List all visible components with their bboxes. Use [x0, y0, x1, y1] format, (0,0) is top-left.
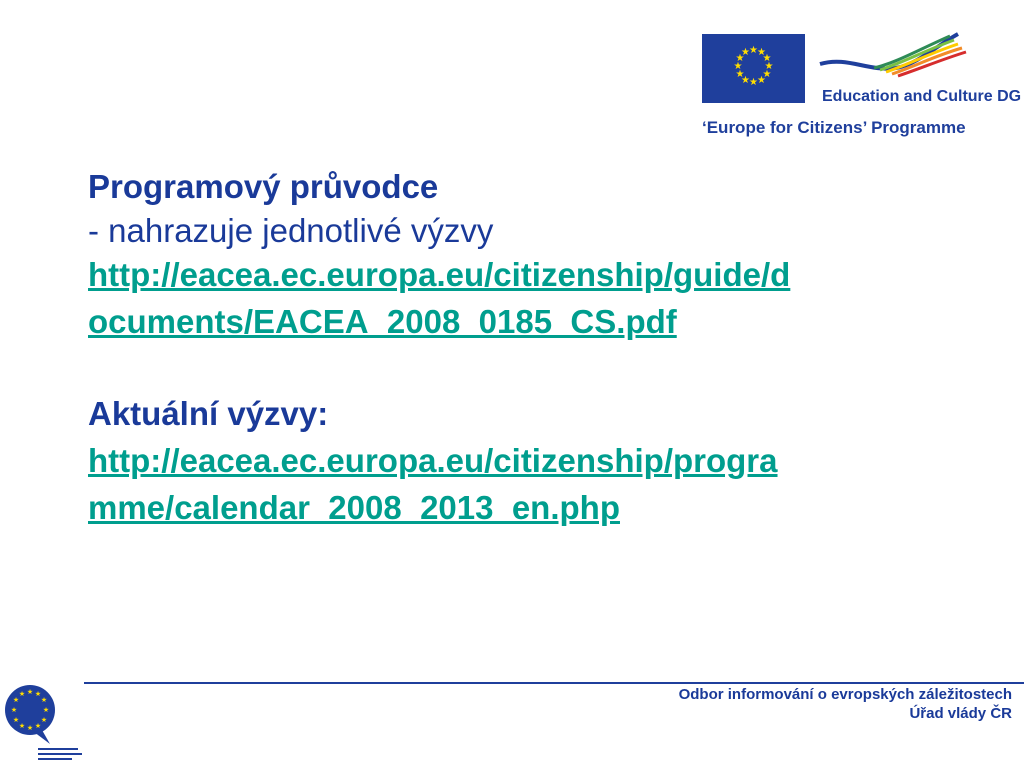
svg-text:★: ★ — [735, 69, 745, 80]
guide-link-line1[interactable]: http://eacea.ec.europa.eu/citizenship/guide/d — [88, 256, 791, 293]
footer-department: Odbor informování o evropských záležitostech — [678, 686, 1012, 703]
svg-text:★: ★ — [757, 47, 766, 58]
svg-text:★: ★ — [762, 53, 772, 64]
svg-text:★: ★ — [12, 696, 20, 704]
svg-text:★: ★ — [40, 716, 48, 724]
footer-office: Úřad vlády ČR — [909, 705, 1012, 722]
svg-text:★: ★ — [18, 722, 26, 730]
svg-text:★: ★ — [26, 724, 34, 732]
guide-link-line2[interactable]: ocuments/EACEA_2008_0185_CS.pdf — [88, 303, 677, 340]
calls-link-line1[interactable]: http://eacea.ec.europa.eu/citizenship/progra — [88, 442, 778, 479]
eu-flag-logo — [702, 34, 805, 103]
calls-heading: Aktuální výzvy: — [88, 395, 329, 432]
svg-text:★: ★ — [741, 47, 750, 58]
svg-text:★: ★ — [12, 716, 20, 724]
dg-label: Education and Culture DG — [822, 88, 1022, 105]
eurocentrum-icon — [0, 680, 84, 768]
svg-text:★: ★ — [749, 77, 758, 88]
page-title: Programový průvodce — [88, 168, 439, 205]
svg-text:★: ★ — [749, 45, 758, 56]
svg-text:★: ★ — [733, 61, 743, 72]
programme-label: ‘Europe for Citizens’ Programme — [702, 118, 966, 137]
eu-stars-icon — [702, 34, 805, 103]
svg-text:★: ★ — [40, 696, 48, 704]
svg-text:★: ★ — [26, 688, 34, 696]
svg-text:★: ★ — [764, 61, 774, 72]
svg-text:★: ★ — [42, 706, 50, 714]
calls-link-line2[interactable]: mme/calendar_2008_2013_en.php — [88, 489, 620, 526]
svg-text:★: ★ — [18, 690, 26, 698]
svg-text:★: ★ — [735, 53, 745, 64]
svg-text:★: ★ — [757, 75, 766, 86]
svg-text:★: ★ — [762, 69, 772, 80]
svg-text:★: ★ — [10, 706, 18, 714]
svg-text:★: ★ — [34, 690, 42, 698]
footer-divider — [84, 682, 1024, 684]
svg-text:★: ★ — [34, 722, 42, 730]
svg-text:★: ★ — [741, 75, 750, 86]
slide-content — [88, 163, 988, 531]
spacer — [88, 345, 988, 390]
subtitle: - nahrazuje jednotlivé výzvy — [88, 212, 494, 249]
dg-swoosh-logo — [818, 28, 968, 90]
